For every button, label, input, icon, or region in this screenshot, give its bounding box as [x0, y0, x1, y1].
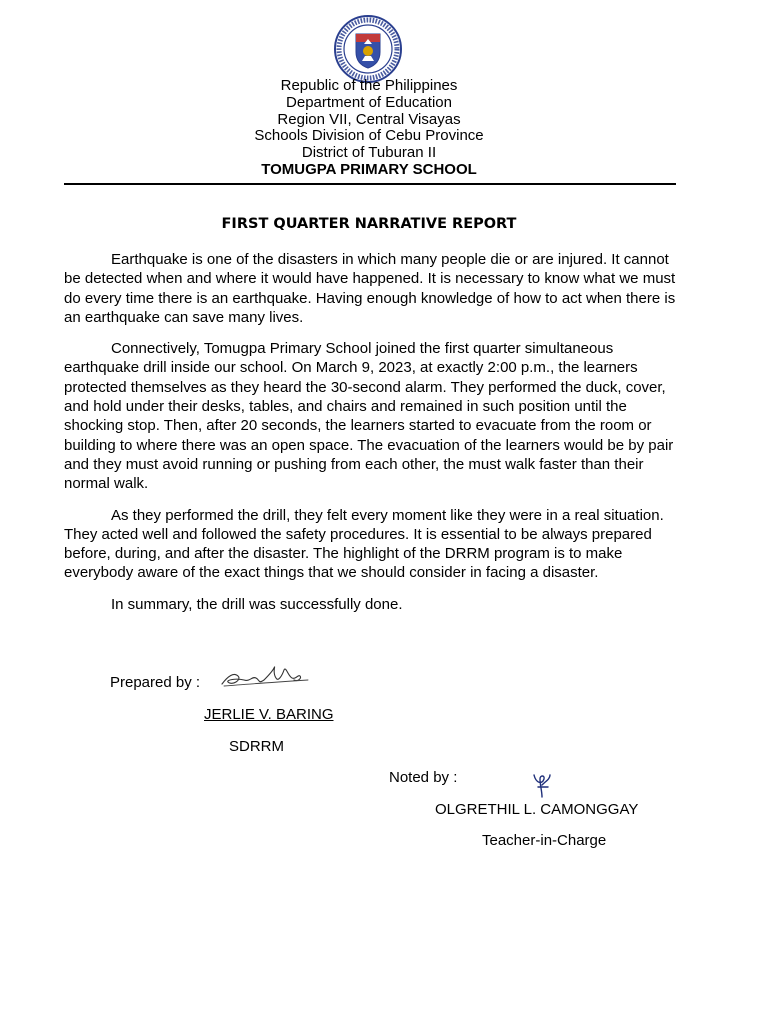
report-paragraph: Connectively, Tomugpa Primary School joined the first quarter simultaneous earthquake drill inside our school. On March 9, 2023, at exactly 2:00 p.m., the learners protected themselves as they heard the 30-second alarm. They performed the duck, cover, and hold under their desks, tables, and chairs and remained in such position until the shocking stop. Then, after 20 seconds, the learners started to evacuate from the room or building to where there was an open space. The evacuation of the learners would be by pair and they must avoid running or pushing from each other, the must walk faster than their normal walk.: [64, 340, 674, 493]
report-paragraph: As they performed the drill, they felt every moment like they were in a real situation. They acted well and followed the safety procedures. It is essential to be always prepared before, during, and after the disaster. The highlight of the DRRM program is to make everybody aware of the exact things that we should consider in facing a disaster.: [64, 506, 664, 582]
letterhead-department: Department of Education: [286, 93, 452, 111]
report-paragraph: In summary, the drill was successfully done.: [111, 595, 403, 613]
report-title: FIRST QUARTER NARRATIVE REPORT: [221, 216, 517, 232]
noter-title: Teacher-in-Charge: [482, 832, 607, 849]
letterhead-division: Schools Division of Cebu Province: [254, 127, 484, 145]
letterhead: [64, 78, 674, 179]
noted-by-label: Noted by :: [389, 769, 458, 786]
preparer-title: SDRRM: [229, 738, 284, 755]
preparer-name: JERLIE V. BARING: [204, 706, 334, 723]
letterhead-region: Region VII, Central Visayas: [277, 110, 461, 128]
noter-name: OLGRETHIL L. CAMONGGAY: [435, 801, 639, 818]
preparer-signature-icon: [218, 658, 314, 692]
report-body: [64, 250, 676, 626]
deped-seal-icon: [333, 14, 403, 84]
letterhead-divider: [64, 183, 676, 185]
letterhead-school-name: TOMUGPA PRIMARY SCHOOL: [261, 160, 477, 178]
letterhead-district: District of Tuburan II: [301, 144, 437, 162]
report-paragraph: Earthquake is one of the disasters in which many people die or are injured. It cannot be detected when and where it would have happened. It is necessary to know what we must do every time there is an earthquake. Having enough knowledge of how to act when there is an earthquake can save many lives.: [64, 251, 676, 326]
prepared-by-label: Prepared by :: [110, 674, 201, 691]
noter-signature-icon: [530, 771, 554, 799]
letterhead-republic: Republic of the Philippines: [280, 77, 458, 94]
